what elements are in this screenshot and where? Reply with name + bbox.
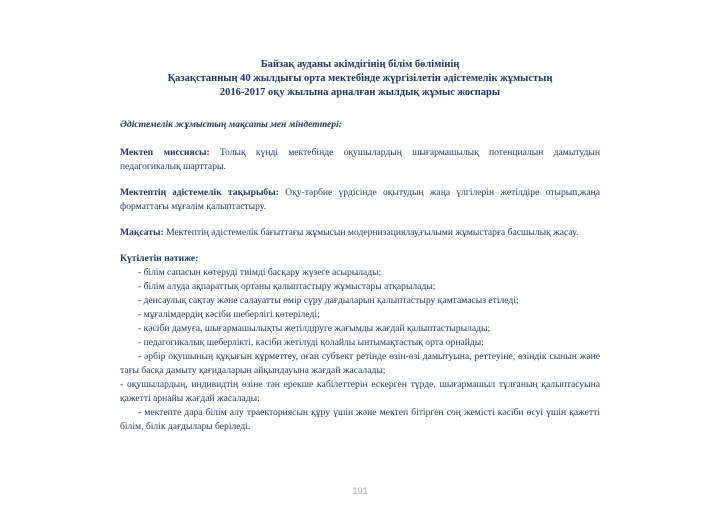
mission-paragraph: [120, 146, 600, 174]
mission-label: Мектеп миссиясы:: [120, 147, 210, 158]
page-number: 191: [352, 486, 368, 496]
header-line-1: Байзақ ауданы әкімдігінің білім бөлімінің: [260, 59, 460, 70]
result-item: - мектепте дара білім алу траекториясын құру үшін және мектеп бітірген соң жемісті кәсіби өсуі үшін қажетті білім, білік дағдылары беріледі.: [120, 407, 600, 432]
result-item: - әрбір оқушының құқығын құрметтеу, оған субъект ретінде өзін-өзі дамытуына, реттеуіне, өзіндік сынын және тағы басқа дамыту қағидаларын айқындауына жағдай жасалады;: [120, 351, 600, 376]
mission-text: Толық күнді мектебінде оқушылардың шығармашылық потенциалын дамытудын педагогикалық шарттары.: [120, 147, 600, 172]
result-item: - кәсіби дамуға, шығармашылықты жетілдіруге жағымды жағдай қалыптастырылады;: [138, 323, 491, 334]
goals-title: Әдістемелік жұмыстың мақсаты мен міндеттері:: [120, 119, 342, 130]
method-topic-text: Оқу-тәрбие үрдісінде оқытудың жаңа үлгілерін жетілдіре отырып,жаңа форматтағы мұғалім қалыптастыру.: [120, 187, 600, 212]
result-item: - педагогикалық шеберлікті, кәсіби жетілуді қолайлы ынтымақтастық орта орнайды;: [138, 337, 484, 348]
header-line-3: 2016-2017 оқу жылына арналған жылдық жұмыс жоспары: [219, 87, 501, 98]
method-topic-label: Мектептің әдістемелік тақырыбы:: [120, 187, 279, 198]
result-item: - білім сапасын көтеруді тиімді басқару жүзеге асырылады;: [138, 267, 382, 278]
aim-label: Мақсаты:: [120, 227, 164, 238]
aim-paragraph: [120, 226, 600, 240]
result-item: - мұғалімдердің кәсіби шеберлігі көтеріледі;: [138, 309, 320, 320]
result-item: - білім алуда ақпараттық ортаны қалыптастыру жұмыстары атқарылады;: [138, 281, 436, 292]
document-content: [120, 118, 600, 434]
document-header: [120, 58, 600, 100]
results-list: [120, 266, 600, 434]
aim-text: Мектептің әдістемелік бағыттағы жұмысын модернизациялау,ғылыми жұмыстарға басшылық жасау.: [163, 227, 579, 238]
result-item: - денсаулық сақтау және салауатты өмір сүру дағдыларын қалыптастыру қамтамасыз етіледі;: [138, 295, 519, 306]
result-item: - оқушылардың, индивидтің өзіне тән ерекше кабілеттерін ескерген түрде, шығармашыл тұлғаның қалыптасуына қажетті арнайы жағдай жасалады;: [120, 379, 600, 404]
results-title: Күтілетін нәтиже:: [120, 253, 199, 264]
header-line-2: Қазақстанның 40 жылдығы орта мектебінде жүргізілетін әдістемелік жұмыстың: [167, 73, 553, 84]
method-topic-paragraph: [120, 186, 600, 214]
